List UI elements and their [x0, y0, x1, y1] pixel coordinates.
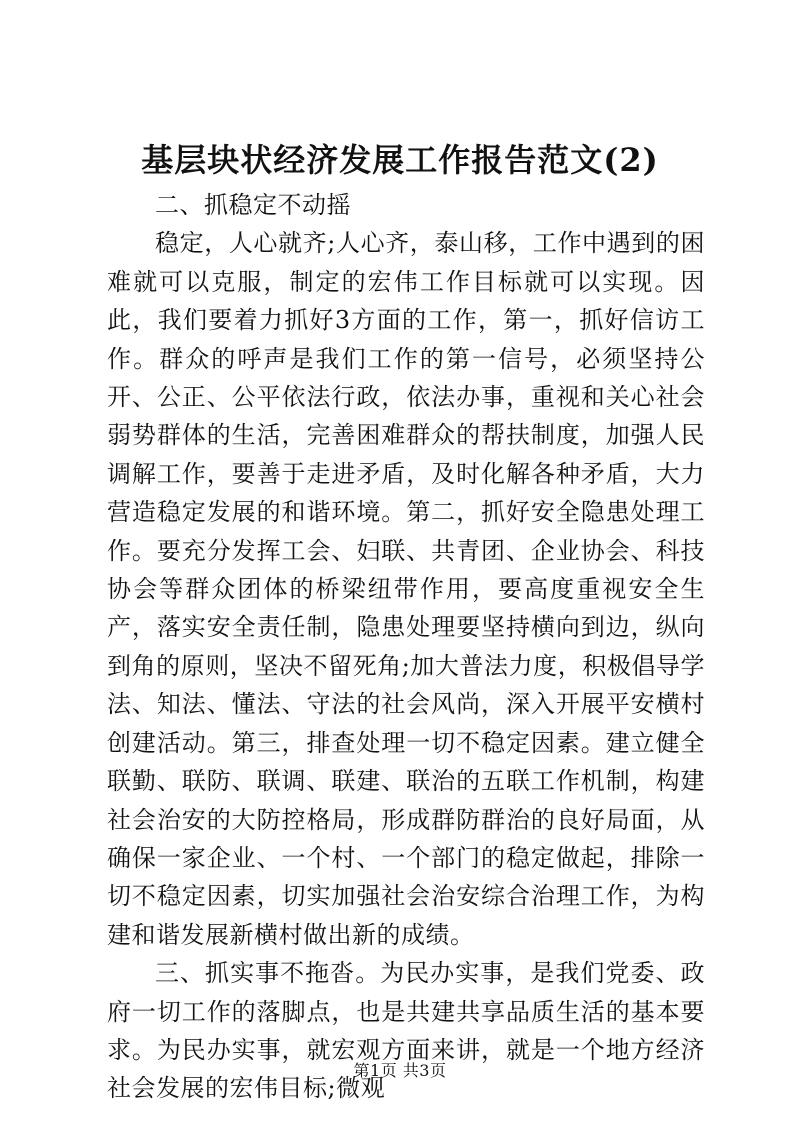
section-heading: 二、抓稳定不动摇	[155, 191, 351, 219]
document-body	[107, 186, 705, 1108]
page-footer: 第1页 共3页	[353, 1061, 447, 1080]
body-paragraph: 稳定，人心就齐;人心齐，泰山移，工作中遇到的困难就可以克服，制定的宏伟工作目标就可以实现。因此，我们要着力抓好3方面的工作，第一，抓好信访工作。群众的呼声是我们工作的第一信号，必须坚持公开、公正、公平依法行政，依法办事，重视和关心社会弱势群体的生活，完善困难群众的帮扶制度，加强人民调解工作，要善于走进矛盾，及时化解各种矛盾，大力营造稳定发展的和谐环境。第二，抓好安全隐患处理工作。要充分发挥工会、妇联、共青团、企业协会、科技协会等群众团体的桥梁纽带作用，要高度重视安全生产，落实安全责任制，隐患处理要坚持横向到边，纵向到角的原则，坚决不留死角;加大普法力度，积极倡导学法、知法、懂法、守法的社会风尚，深入开展平安横村创建活动。第三，排查处理一切不稳定因素。建立健全联勤、联防、联调、联建、联治的五联工作机制，构建社会治安的大防控格局，形成群防群治的良好局面，从确保一家企业、一个村、一个部门的稳定做起，排除一切不稳定因素，切实加强社会治安综合治理工作，为构建和谐发展新横村做出新的成绩。	[107, 229, 705, 949]
document-title: 基层块状经济发展工作报告范文(2)	[141, 141, 659, 179]
body-paragraph: 三、抓实事不拖沓。为民办实事，是我们党委、政府一切工作的落脚点，也是共建共享品质生活的基本要求。为民办实事，就宏观方面来讲，就是一个地方经济社会发展的宏伟目标;微观	[107, 959, 705, 1103]
